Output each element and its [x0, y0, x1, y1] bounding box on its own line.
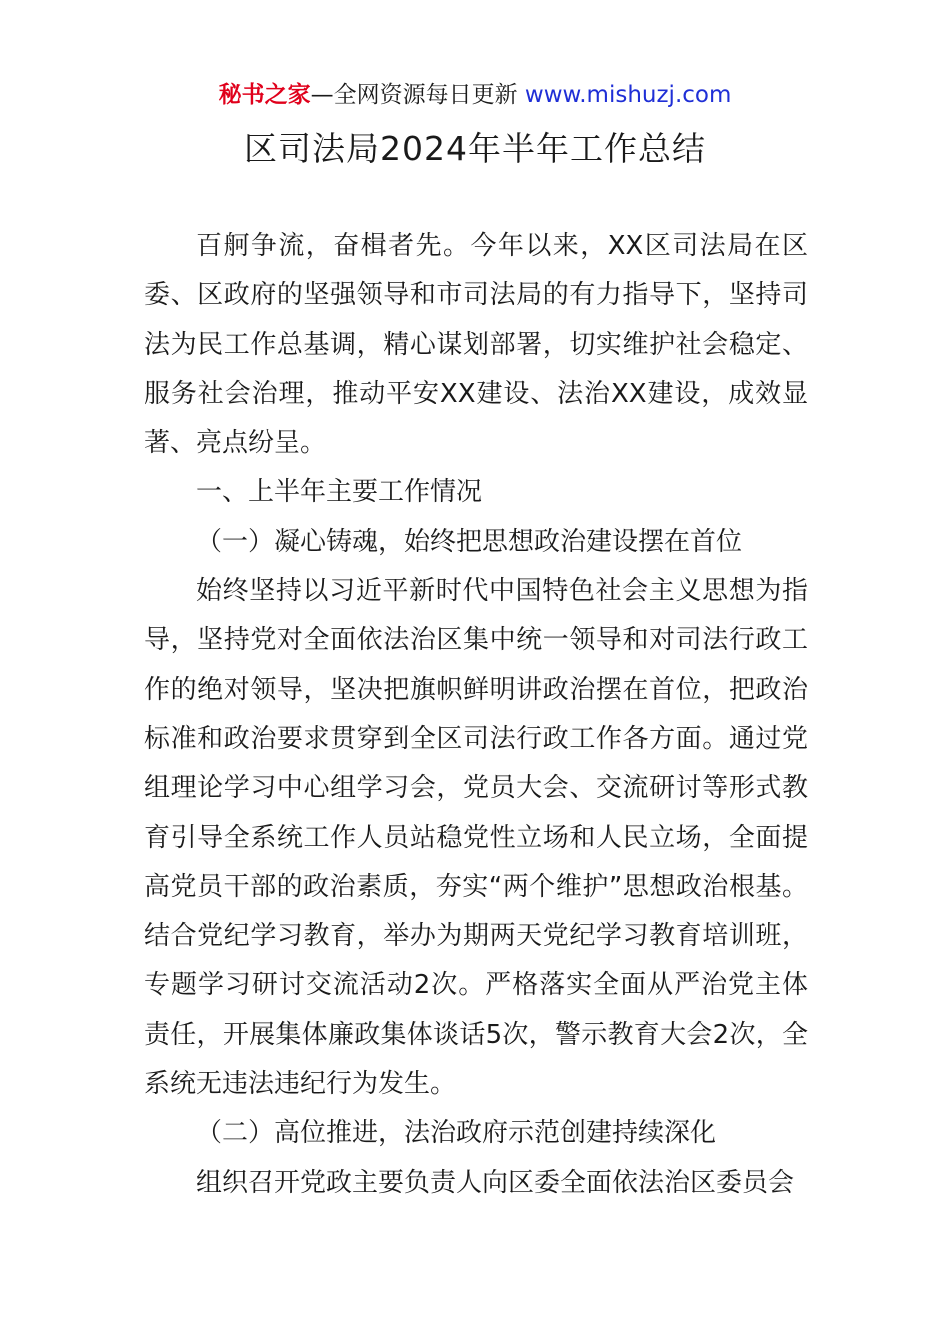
- banner-brand: 秘书之家: [218, 82, 311, 108]
- site-banner: [0, 80, 950, 110]
- banner-url-link[interactable]: www.mishuzj.com: [524, 82, 732, 108]
- section-heading: 一、上半年主要工作情况: [196, 477, 483, 508]
- banner-slogan: —全网资源每日更新: [310, 82, 518, 108]
- subsection-heading: （二）高位推进，法治政府示范创建持续深化: [196, 1118, 717, 1149]
- document-title: 区司法局2024年半年工作总结: [244, 129, 706, 168]
- body-paragraph: 始终坚持以习近平新时代中国特色社会主义思想为指导，坚持党对全面依法治区集中统一领导和对司法行政工作的绝对领导，坚决把旗帜鲜明讲政治摆在首位，把政治标准和政治要求贯穿到全区司法行政工作各方面。通过党组理论学习中心组学习会，党员大会、交流研讨等形式教育引导全系统工作人员站稳党性立场和人民立场，全面提高党员干部的政治素质，夯实“两个维护”思想政治根基。结合党纪学习教育，举办为期两天党纪学习教育培训班，专题学习研讨交流活动2次。严格落实全面从严治党主体责任，开展集体廉政集体谈话5次，警示教育大会2次，全系统无违法违纪行为发生。: [144, 576, 808, 1100]
- subsection-heading: （一）凝心铸魂，始终把思想政治建设摆在首位: [196, 526, 743, 557]
- body-paragraph: 组织召开党政主要负责人向区委全面依法治区委员会: [196, 1167, 795, 1198]
- intro-paragraph: 百舸争流，奋楫者先。今年以来，XX区司法局在区委、区政府的坚强领导和市司法局的有力指导下，坚持司法为民工作总基调，精心谋划部署，切实维护社会稳定、服务社会治理，推动平安XX建设、法治XX建设，成效显著、亮点纷呈。: [144, 231, 808, 459]
- document-body: [144, 222, 808, 1208]
